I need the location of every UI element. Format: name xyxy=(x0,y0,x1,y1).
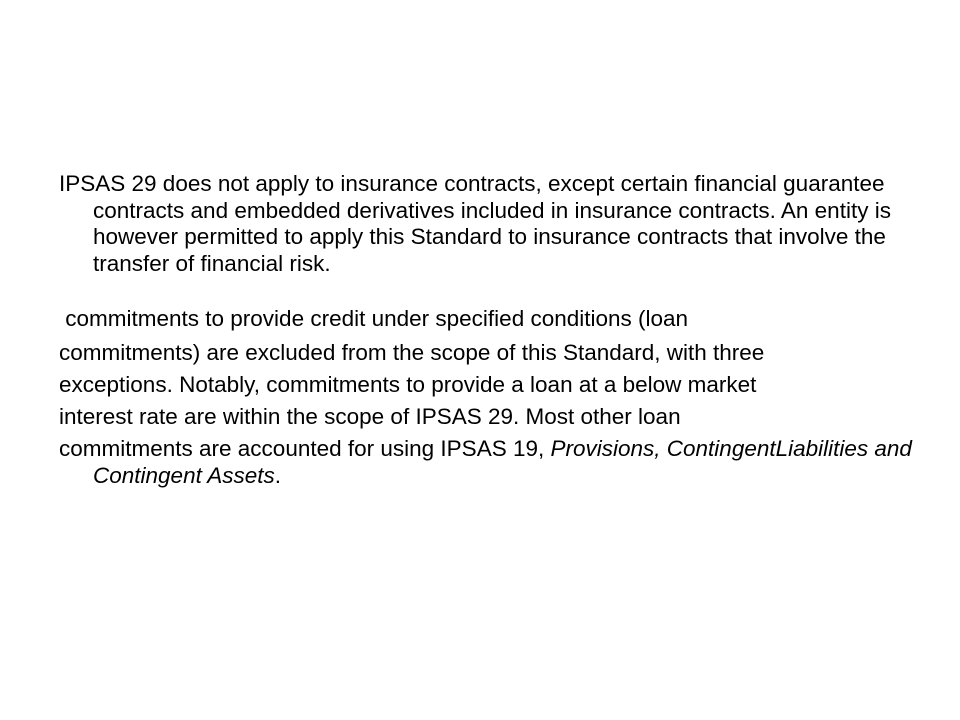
paragraph-prefix: commitments are accounted for using IPSAS 19, xyxy=(59,436,551,461)
text-line-2: commitments) are excluded from the scope of this Standard, with three xyxy=(59,340,765,365)
text-line-3: exceptions. Notably, commitments to provide a loan at a below market xyxy=(59,372,757,397)
paragraph-scope-insurance: IPSAS 29 does not apply to insurance contracts, except certain financial guarantee contracts and embedded derivatives included in insurance contracts. An entity is however permitted to apply this Standard to insurance contracts that involve the transfer of financial risk. xyxy=(59,171,891,276)
paragraph-loan-commitments xyxy=(59,436,943,489)
standard-title: Provisions, ContingentLiabilities and Contingent Assets xyxy=(93,436,912,488)
text-line-1: commitments to provide credit under specified conditions (loan xyxy=(59,306,689,331)
paragraph-suffix: . xyxy=(274,462,282,488)
text-line-4: interest rate are within the scope of IPSAS 29. Most other loan xyxy=(59,404,681,429)
